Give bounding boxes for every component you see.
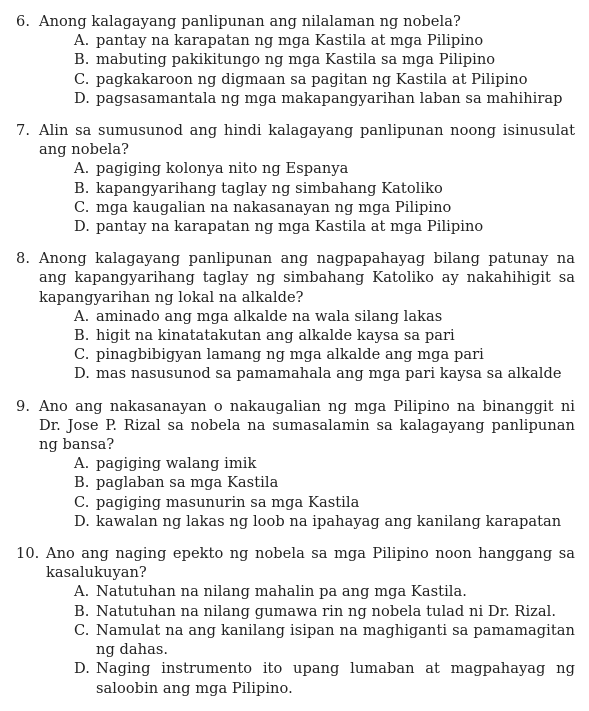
option-text: mabuting pakikitungo ng mga Kastila sa mga Pilipino [96,51,496,69]
option-c[interactable] [74,493,575,512]
option-letter: B. [74,327,90,345]
option-text: Natutuhan na nilang mahalin pa ang mga Kastila. [96,583,467,601]
option-a[interactable] [74,31,575,50]
option-d[interactable] [74,512,575,531]
question-number: 6. [16,13,31,30]
option-letter: A. [74,160,90,178]
option-letter: A. [74,32,90,50]
question-6 [16,12,575,108]
option-text: pagkakaroon ng digmaan sa pagitan ng Kastila at Pilipino [96,70,528,88]
option-d[interactable] [74,659,575,697]
option-d[interactable] [74,217,575,236]
option-text: pagiging kolonya nito ng Espanya [96,160,349,178]
option-text: kapangyarihang taglay ng simbahang Katoliko [96,179,443,197]
option-text: pinagbibigyan lamang ng mga alkalde ang mga pari [96,346,484,364]
question-8 [16,249,575,383]
answer-options [16,454,575,531]
answer-options [16,31,575,108]
option-text: Namulat na ang kanilang isipan na maghiganti sa pamamagitan ng dahas. [96,621,575,659]
option-a[interactable] [74,307,575,326]
question-number: 9. [16,397,31,415]
answer-options [16,307,575,384]
option-text: pantay na karapatan ng mga Kastila at mga Pilipino [96,218,484,236]
option-letter: C. [74,70,90,88]
option-letter: D. [74,660,90,678]
option-c[interactable] [74,70,575,89]
option-letter: C. [74,198,90,216]
option-c[interactable] [74,345,575,364]
option-text: higit na kinatatakutan ang alkalde kaysa sa pari [96,327,455,345]
option-text: pagiging masunurin sa mga Kastila [96,493,360,511]
option-d[interactable] [74,89,575,108]
option-text: pantay na karapatan ng mga Kastila at mga Pilipino [96,32,484,50]
option-letter: C. [74,346,90,364]
option-letter: B. [74,51,90,69]
answer-options [16,159,575,236]
option-a[interactable] [74,582,575,601]
question-number: 10. [16,545,40,563]
question-7 [16,121,575,236]
option-text: mga kaugalian na nakasanayan ng mga Pilipino [96,198,452,216]
option-a[interactable] [74,159,575,178]
option-d[interactable] [74,364,575,383]
question-10 [16,544,575,698]
option-text: paglaban sa mga Kastila [96,474,279,492]
option-b[interactable] [74,179,575,198]
option-letter: D. [74,365,90,383]
option-letter: A. [74,583,90,601]
option-text: Naging instrumento ito upang lumaban at magpahayag ng saloobin ang mga Pilipino. [96,660,575,697]
option-a[interactable] [74,454,575,473]
option-b[interactable] [74,473,575,492]
option-text: Natutuhan na nilang gumawa rin ng nobela tulad ni Dr. Rizal. [96,602,557,620]
option-letter: B. [74,602,90,620]
option-text: kawalan ng lakas ng loob na ipahayag ang kanilang karapatan [96,512,562,530]
question-number: 8. [16,250,31,268]
question-text: Alin sa sumusunod ang hindi kalagayang panlipunan noong isinusulat ang nobela? [39,122,575,159]
option-letter: A. [74,307,90,325]
answer-options [16,582,575,697]
option-letter: D. [74,512,90,530]
question-text: Anong kalagayang panlipunan ang nagpapahayag bilang patunay na ang kapangyarihang taglay ng simbahang Katoliko ay nakahihigit sa kapangyarihan ng lokal na alkalde? [39,250,575,306]
option-letter: D. [74,218,90,236]
option-b[interactable] [74,326,575,345]
option-text: pagsasamantala ng mga makapangyarihan laban sa mahihirap [96,89,563,107]
question-text: Anong kalagayang panlipunan ang nilalaman ng nobela? [39,13,461,30]
option-c[interactable] [74,198,575,217]
option-text: mas nasusunod sa pamamahala ang mga pari kaysa sa alkalde [96,365,562,383]
question-text: Ano ang nakasanayan o nakaugalian ng mga Pilipino na binanggit ni Dr. Jose P. Rizal sa nobela na sumasalamin sa kalagayang panlipunan ng bansa? [39,397,575,454]
option-text: aminado ang mga alkalde na wala silang lakas [96,307,443,325]
option-b[interactable] [74,602,575,621]
option-text: pagiging walang imik [96,455,257,473]
option-letter: C. [74,493,90,511]
question-text: Ano ang naging epekto ng nobela sa mga Pilipino noon hanggang sa kasalukuyan? [46,545,575,582]
option-letter: B. [74,474,90,492]
option-letter: B. [74,179,90,197]
option-letter: C. [74,621,90,639]
option-letter: A. [74,455,90,473]
option-letter: D. [74,89,90,107]
question-number: 7. [16,122,31,140]
option-b[interactable] [74,50,575,69]
option-c[interactable] [74,621,575,659]
question-9 [16,397,575,531]
